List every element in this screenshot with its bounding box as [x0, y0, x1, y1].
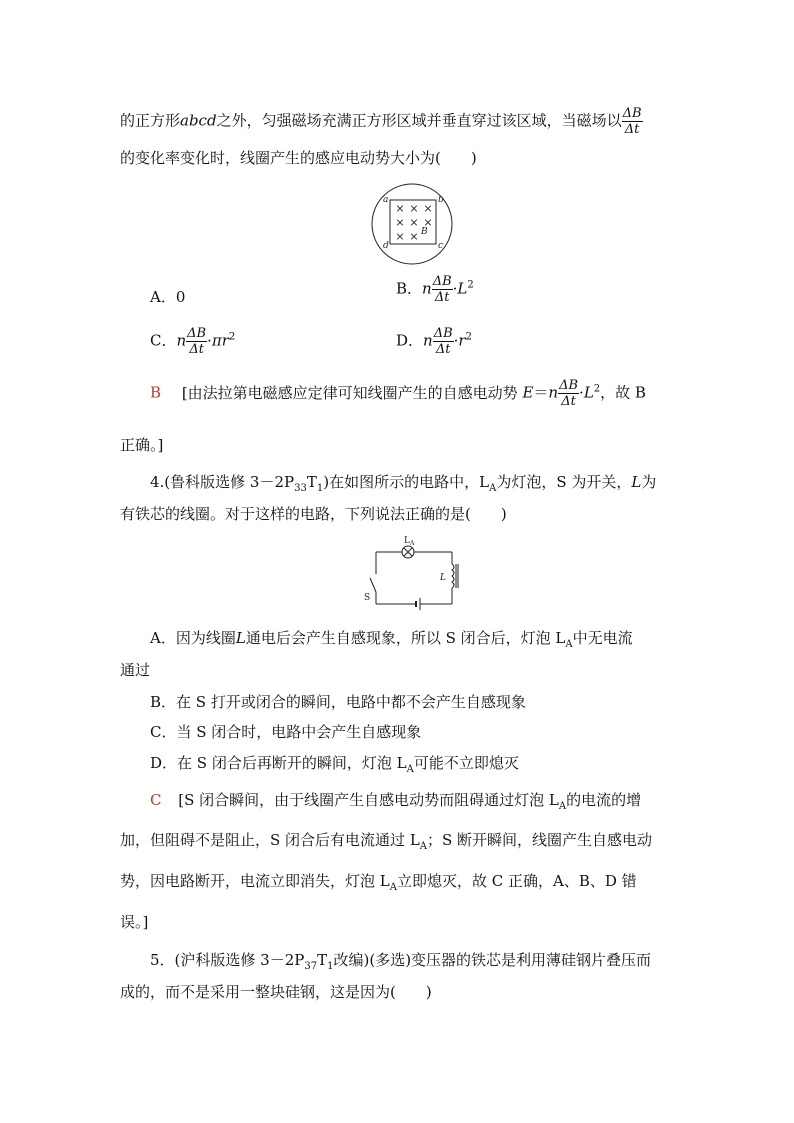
field-cross: ×	[409, 202, 419, 215]
q4-answer-line2: 加，但阻碍不是阻止，S 闭合后有电流通过 $L_A$；S 断开瞬间，线圈产生自感电动	[120, 831, 653, 852]
corner-b: b	[438, 195, 444, 205]
answer-key: B	[150, 383, 162, 402]
q3-option-b: B．n $\frac{\Delta B}{\Delta t}$ $\cdot L^2$	[396, 274, 474, 305]
label-L: L	[440, 573, 446, 583]
q4-option-d: D．在 S 闭合后再断开的瞬间，灯泡 $L_A$可能不立即熄灭	[150, 754, 519, 775]
q5-stem-line2: 成的，而不是采用一整块硅钢，这是因为( )	[120, 983, 432, 1001]
field-cross: ×	[395, 230, 405, 243]
coil-icon	[452, 564, 454, 588]
label-S: S	[364, 593, 371, 603]
q3-option-d: D．n $\frac{\Delta B}{\Delta t}$ $\cdot r^2$	[396, 326, 472, 357]
field-cross: ×	[423, 202, 433, 215]
q3-stem-line1: 的正方形abcd之外，匀强磁场充满正方形区域并垂直穿过该区域，当磁场以 $\frac{\Delta B}{\Delta t}$	[120, 106, 642, 137]
q3-answer-line2: 正确。]	[120, 436, 164, 454]
field-cross: ×	[423, 216, 433, 229]
q4-option-a: A．因为线圈L通电后会产生自感现象，所以 S 闭合后，灯泡 $L_A$中无电流	[150, 629, 633, 650]
q3-option-c: C．n $\frac{\Delta B}{\Delta t}$ $\cdot\pi r^2$	[150, 326, 236, 357]
corner-a: a	[383, 195, 389, 205]
corner-d: d	[383, 241, 389, 251]
q4-answer-line3: 势，因电路断开，电流立即消失，灯泡 $L_A$立即熄灭，故 C 正确，A、B、D 错	[120, 872, 637, 893]
q4-stem-line1: 4.(鲁科版选修 $3-2P_{33}T_1$)在如图所示的电路中，$L_A$为灯泡，S 为开关，L为	[150, 473, 657, 494]
rate-fraction: $\frac{\Delta B}{\Delta t}$	[622, 106, 642, 137]
q3-option-a: A．0	[150, 288, 186, 306]
field-label-B: B	[421, 227, 428, 237]
square-label: abcd	[180, 111, 217, 130]
corner-c: c	[438, 241, 444, 251]
q4-option-a-line2: 通过	[120, 661, 151, 679]
field-cross: ×	[395, 202, 405, 215]
label-LA: $L_A$	[404, 536, 415, 547]
q4-option-c: C．当 S 闭合时，电路中会产生自感现象	[150, 723, 422, 741]
q4-answer-line4: 误。]	[120, 913, 149, 931]
answer-key: C	[150, 791, 162, 809]
q4-answer-line1: C [S 闭合瞬间，由于线圈产生自感电动势而阻碍通过灯泡 $L_A$的电流的增	[150, 791, 642, 812]
q4-stem-line2: 有铁芯的线圈。对于这样的电路，下列说法正确的是( )	[120, 505, 507, 523]
q3-circle-square-figure	[368, 182, 458, 266]
q3-stem-line2: 的变化率变化时，线圈产生的感应电动势大小为( )	[120, 149, 477, 167]
field-cross: ×	[409, 230, 419, 243]
switch-icon	[370, 578, 376, 592]
q3-answer: B [由法拉第电磁感应定律可知线圈产生的自感电动势 E＝n $\frac{\Delta B}{\Delta t}$ $\cdot L^2$，故 B	[150, 378, 646, 409]
q4-option-b: B．在 S 打开或闭合的瞬间，电路中都不会产生自感现象	[150, 693, 526, 711]
q4-circuit-figure	[362, 534, 466, 610]
q5-stem-line1: 5．(沪科版选修 $3-2P_{37}T_1$改编)(多选)变压器的铁芯是利用薄硅钢片叠压而	[150, 951, 652, 972]
field-cross: ×	[395, 216, 405, 229]
field-cross: ×	[409, 216, 419, 229]
